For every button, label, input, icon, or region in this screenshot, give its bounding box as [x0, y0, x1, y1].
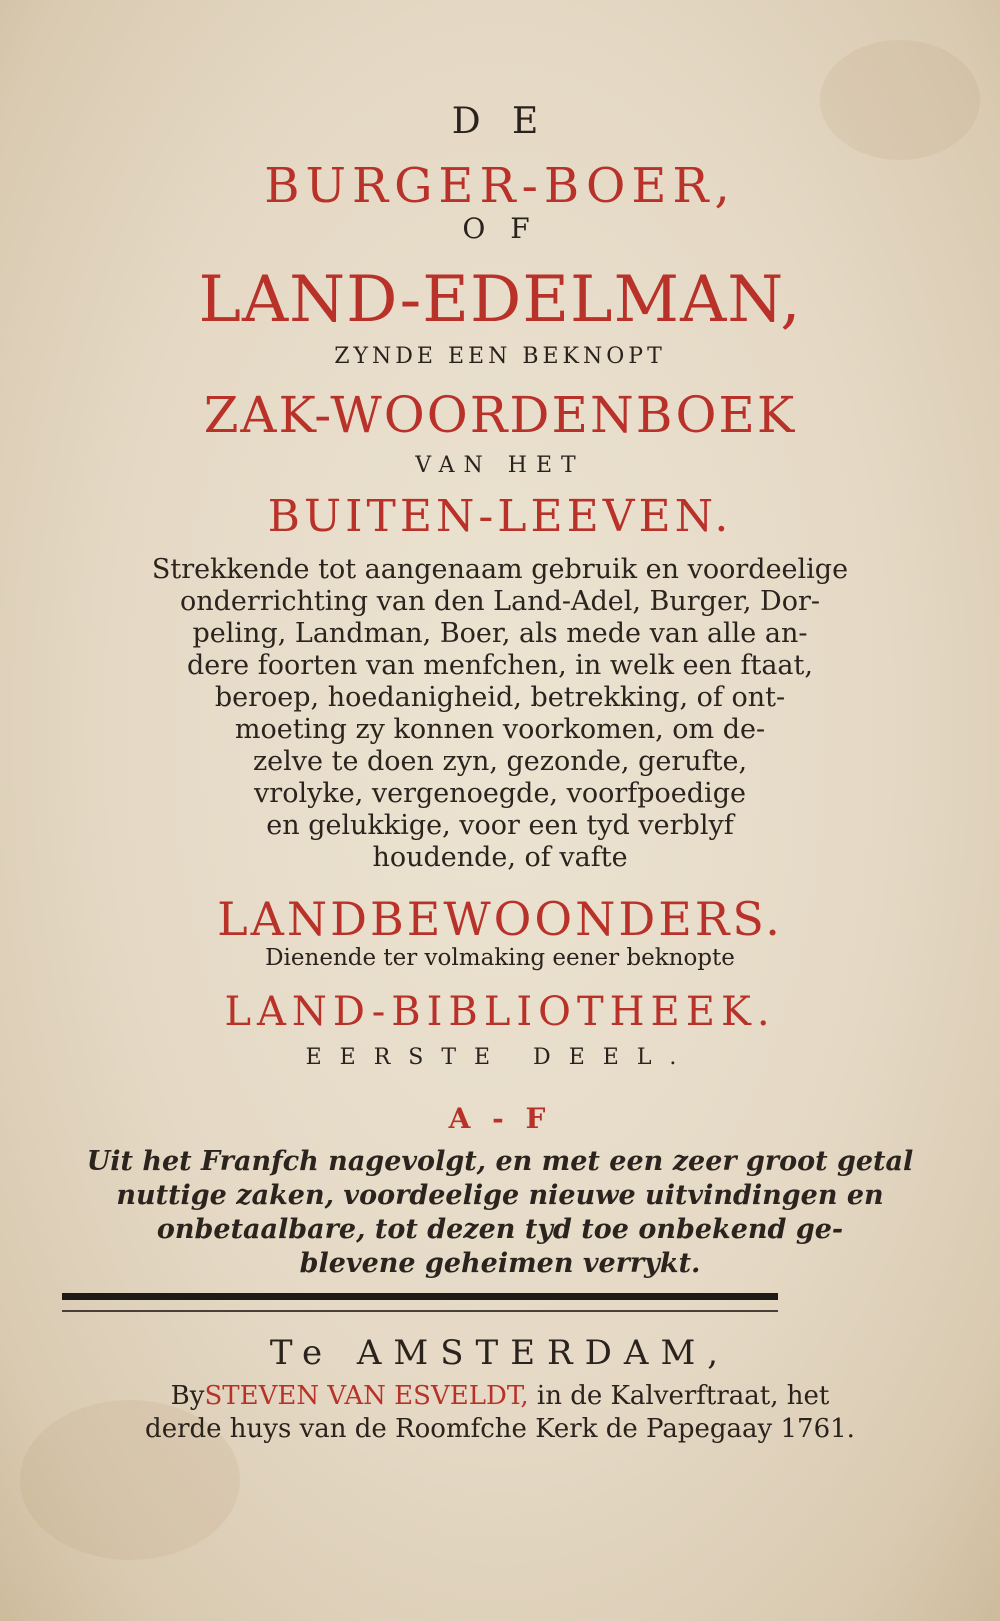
description-line: zelve te doen zyn, gezonde, gerufte,	[252, 746, 748, 777]
description-line: vrolyke, vergenoegde, voorfpoedige	[254, 778, 746, 809]
description-line: en gelukkige, voor een tyd verblyf	[266, 810, 734, 841]
description-line: peling, Landman, Boer, als mede van alle an-	[192, 618, 808, 649]
italic-line: onbetaalbare, tot dezen tyd toe onbekend ge-	[156, 1214, 844, 1245]
paper-stain	[820, 40, 980, 160]
description-line: onderrichting van den Land-Adel, Burger, Dor-	[180, 586, 820, 617]
title-de: D E	[451, 101, 549, 142]
italic-line: nuttige zaken, voordeelige nieuwe uitvindingen en	[116, 1180, 884, 1211]
description-line: moeting zy konnen voorkomen, om de-	[234, 714, 766, 745]
volume-range: A - F	[448, 1102, 552, 1135]
imprint-line-2: derde huys van de Roomfche Kerk de Papegaay 1761.	[145, 1414, 855, 1444]
divider-rule-thin	[62, 1310, 778, 1312]
description-line: dere foorten van menfchen, in welk een ftaat,	[187, 650, 813, 681]
title-van-het: VAN HET	[415, 453, 585, 478]
imprint-rest: in de Kalverftraat, het	[528, 1381, 830, 1411]
volume-eerste-deel: EERSTE DEEL.	[305, 1045, 695, 1070]
title-burger-boer: BURGER-BOER,	[264, 158, 736, 214]
title-of: O F	[462, 212, 538, 245]
title-zynde-een-beknopt: ZYNDE EEN BEKNOPT	[334, 344, 666, 369]
description-line: Strekkende tot aangenaam gebruik en voordeelige	[151, 554, 849, 585]
italic-line: Uit het Franfch nagevolgt, en met een zeer groot getal	[86, 1146, 914, 1177]
title-land-edelman: LAND-EDELMAN,	[198, 263, 802, 337]
title-land-bibliotheek: LAND-BIBLIOTHEEK.	[224, 989, 776, 1035]
imprint-by: By	[170, 1381, 205, 1411]
title-zak-woordenboek: ZAK-WOORDENBOEK	[203, 386, 797, 444]
italic-line: blevene geheimen verrykt.	[299, 1248, 701, 1279]
description-line: beroep, hoedanigheid, betrekking, of ont-	[214, 682, 786, 713]
divider-rule-thick	[62, 1293, 778, 1300]
imprint-city: Te AMSTERDAM,	[269, 1333, 731, 1373]
imprint-printer: STEVEN VAN ESVELDT,	[204, 1381, 529, 1411]
subtitle-dienende: Dienende ter volmaking eener beknopte	[265, 945, 735, 971]
imprint-line-1	[0, 1383, 1000, 1409]
title-landbewoonders: LANDBEWOONDERS.	[217, 892, 783, 946]
title-buiten-leeven: BUITEN-LEEVEN.	[267, 491, 733, 542]
description-line: houdende, of vafte	[372, 842, 628, 873]
